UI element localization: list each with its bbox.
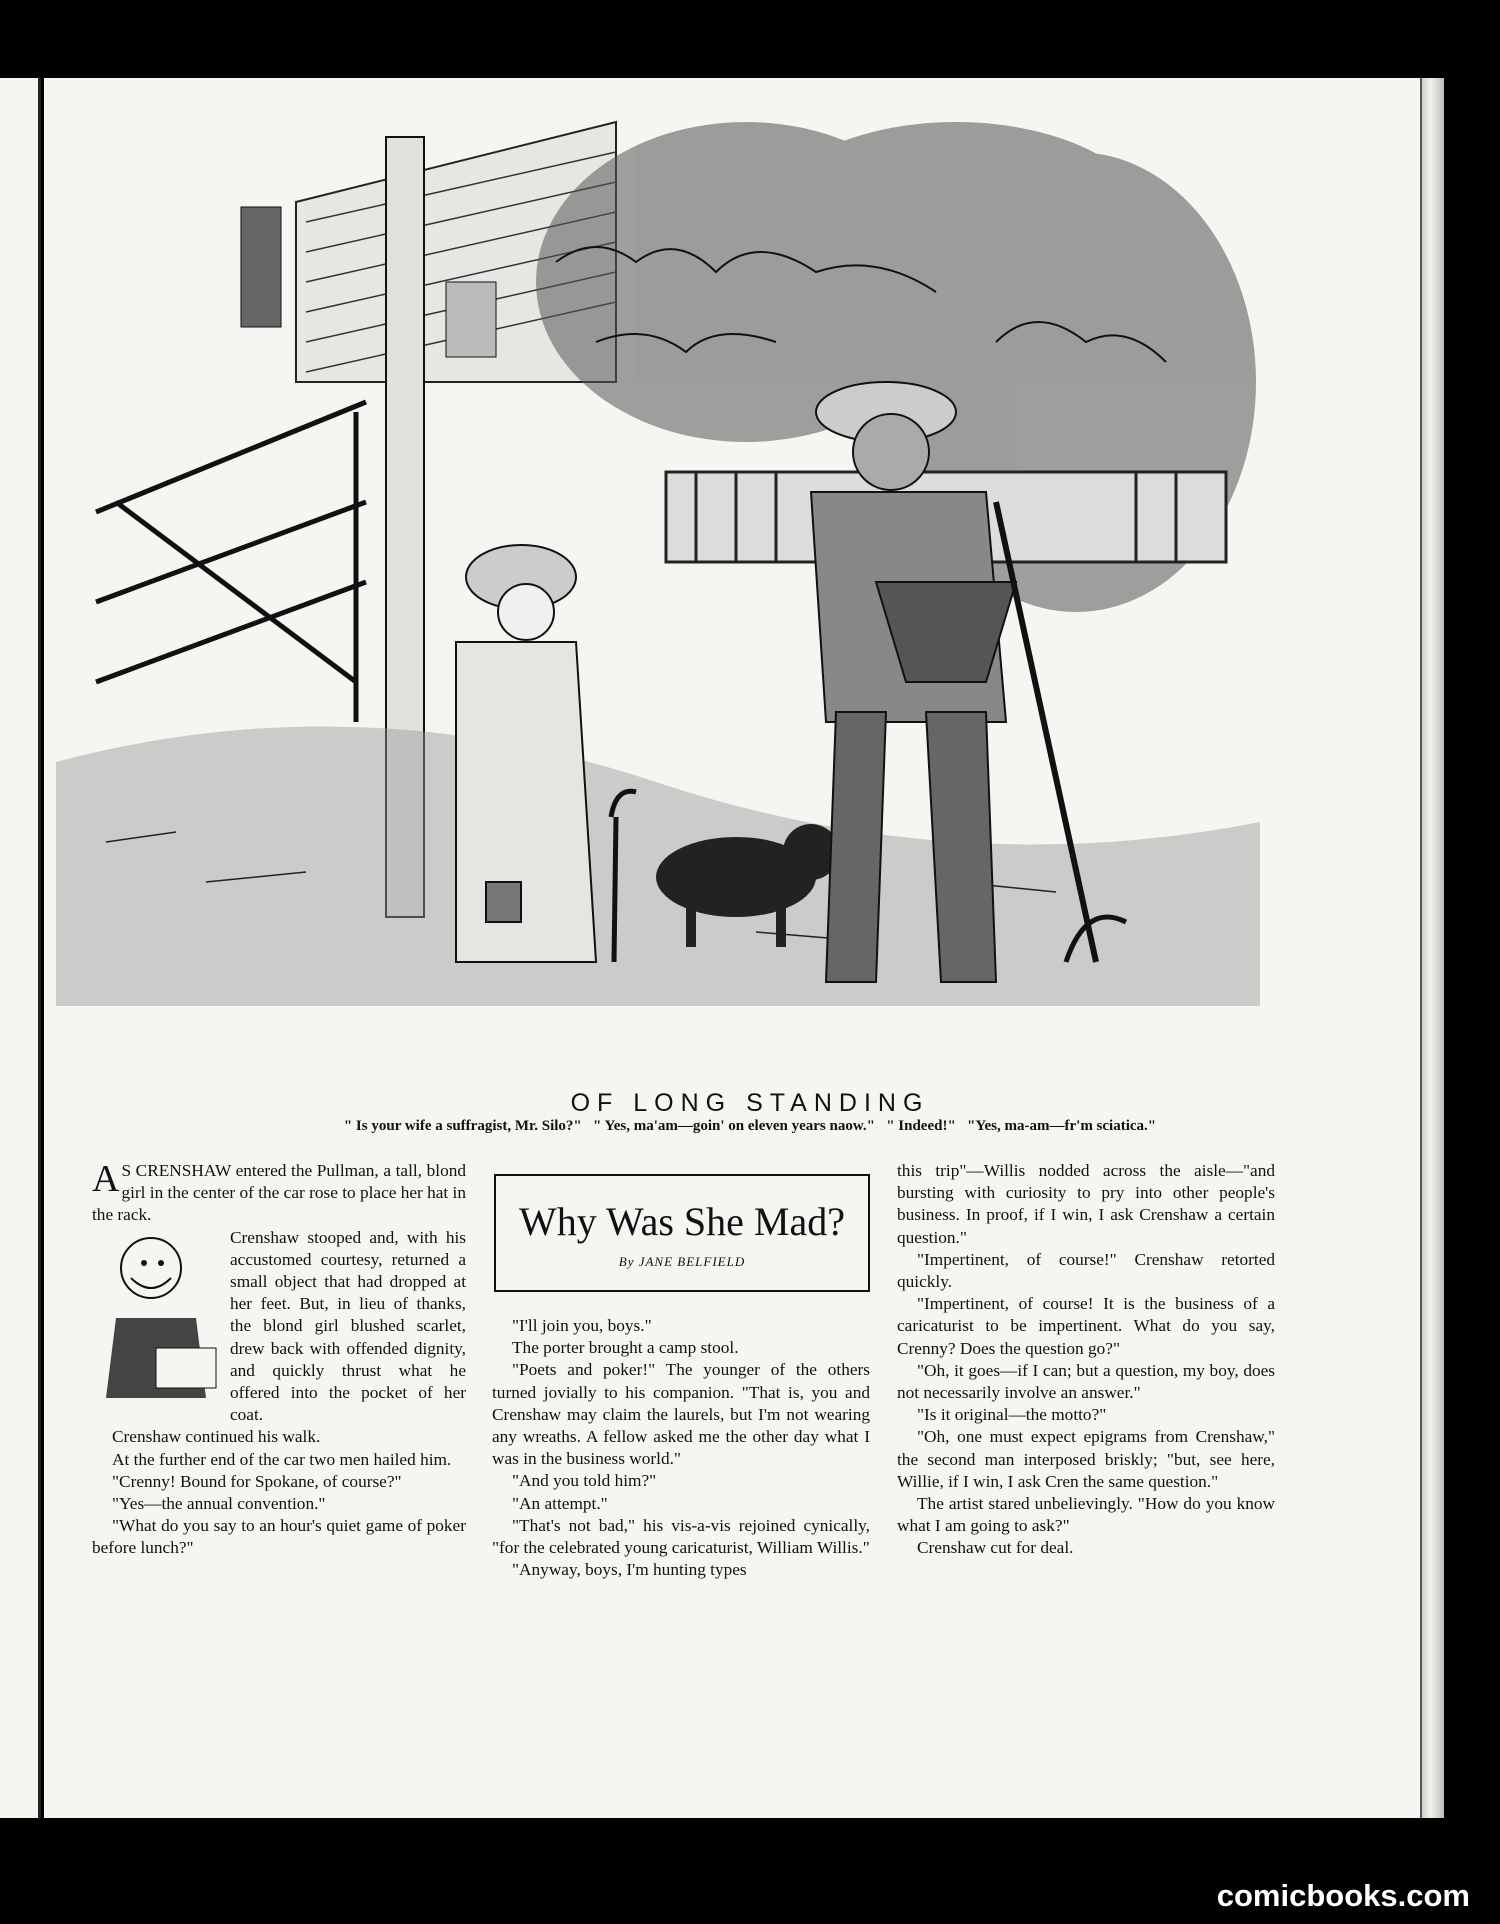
page-stack-edge: [1420, 78, 1444, 1818]
paragraph: "Oh, one must expect epigrams from Crenshaw," the second man interposed briskly; "but, see here, Willie, if I win, I ask Cren the same question.": [897, 1427, 1275, 1491]
story-byline: By JANE BELFIELD: [618, 1254, 746, 1269]
paragraph: "Poets and poker!" The younger of the others turned jovially to his companion. "That is, you and Crenshaw may claim the laurels, but I'm not wearing any wreaths. A fellow asked me the other day what I was in the business world.": [492, 1360, 870, 1469]
paragraph: "Impertinent, of course!" Crenshaw retorted quickly.: [897, 1249, 1275, 1292]
crenshaw-portrait-vignette: [96, 1228, 228, 1416]
paragraph: "Oh, it goes—if I can; but a question, my boy, does not necessarily involve an answer.": [897, 1360, 1275, 1403]
paragraph: At the further end of the car two men hailed him.: [112, 1449, 452, 1469]
paragraph: Crenshaw stooped and, with his accustomed courtesy, returned a small object that had dropped at her feet. But, in lieu of thanks, the blond girl blushed scarlet, drew back with offended dignity, and quickly thrust what he offered into the pocket of her coat.: [230, 1227, 466, 1425]
story-title: Why Was She Mad?: [519, 1199, 845, 1244]
paragraph: "Yes—the annual convention.": [112, 1494, 326, 1514]
window: [446, 282, 496, 357]
paragraph: The porter brought a camp stool.: [512, 1338, 739, 1358]
paragraph: "Impertinent, of course! It is the business of a caricaturist to be impertinent. What do you say, Crenny? Does the question go?": [897, 1294, 1275, 1358]
site-watermark: comicbooks.com: [1216, 1878, 1470, 1913]
chimney: [241, 207, 281, 327]
paragraph: "Is it original—the motto?": [917, 1405, 1107, 1425]
paragraph: "An attempt.": [512, 1493, 608, 1513]
illustration-farm-scene: [56, 82, 1260, 1006]
paragraph: The artist stared unbelievingly. "How do you know what I am going to ask?": [897, 1494, 1275, 1536]
story-title-box: [494, 1174, 870, 1292]
paragraph: Crenshaw cut for deal.: [917, 1538, 1074, 1558]
paragraph: "Crenny! Bound for Spokane, of course?": [112, 1471, 402, 1491]
paragraph: "What do you say to an hour's quiet game of poker before lunch?": [92, 1516, 466, 1558]
drop-cap: A: [92, 1158, 120, 1200]
paragraph: "Anyway, boys, I'm hunting types: [512, 1560, 747, 1580]
opening-paragraph: A S CRENSHAW entered the Pullman, a tall, blond girl in the center of the car rose to place her hat in the rack.: [92, 1158, 466, 1225]
facing-page-edge: [0, 78, 41, 1818]
paragraph: Crenshaw continued his walk.: [112, 1427, 321, 1447]
paragraph: "And you told him?": [512, 1471, 657, 1491]
paragraph: "I'll join you, boys.": [512, 1316, 652, 1335]
illustration-caption: " Is your wife a suffragist, Mr. Silo?" " Yes, ma'am—goin' on eleven years naow." " Indeed!" "Yes, ma-am—fr'm sciatica.": [343, 1118, 1157, 1134]
paragraph: this trip"—Willis nodded across the aisle—"and bursting with curiosity to pry into other people's business. In proof, if I win, I ask Crenshaw a certain question.": [897, 1161, 1275, 1247]
paragraph: "That's not bad," his vis-a-vis rejoined cynically, "for the celebrated young caricaturist, William Willis.": [492, 1515, 870, 1558]
story-column-2: [492, 1315, 870, 1581]
illustration-title: OF LONG STANDING: [570, 1089, 930, 1117]
story-column-3: [897, 1160, 1275, 1560]
